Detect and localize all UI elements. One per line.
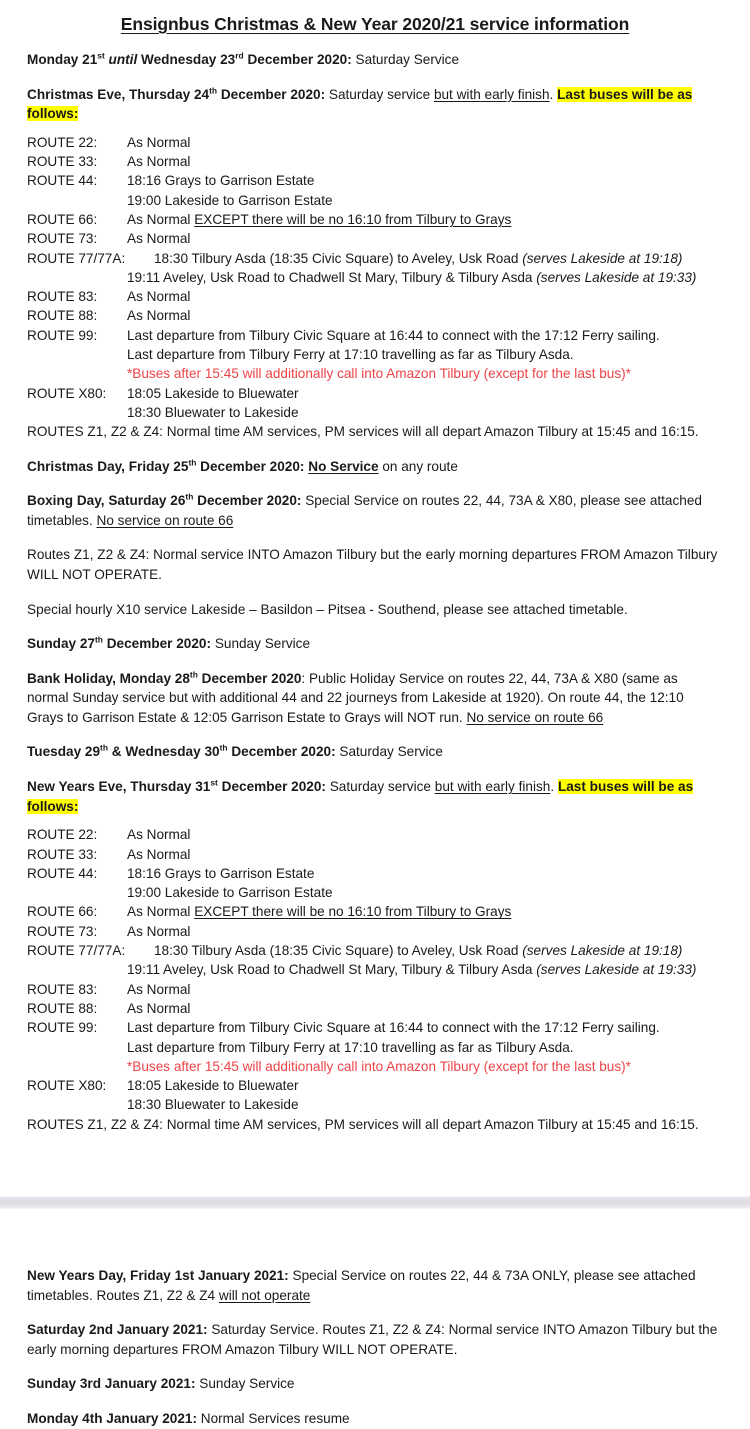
route-detail: 18:16 Grays to Garrison Estate — [127, 865, 315, 881]
entry-boxing-day — [27, 491, 723, 530]
route-detail-text: 19:11 Aveley, Usk Road to Chadwell St Mary, Tilbury & Tilbury Asda — [127, 962, 537, 978]
route-label: ROUTE 44: — [27, 173, 98, 189]
route-row — [27, 268, 723, 287]
route-detail: Last departure from Tilbury Ferry at 17:10 travelling as far as Tilbury Asda. — [127, 347, 574, 363]
route-row — [27, 1018, 723, 1037]
route-row — [27, 364, 723, 383]
route-label: ROUTE 99: — [27, 1020, 98, 1036]
entry-body: Saturday service — [329, 779, 431, 795]
route-row — [27, 249, 723, 268]
route-row — [27, 191, 723, 210]
route-detail: As Normal — [127, 846, 191, 862]
route-label: ROUTE 66: — [27, 211, 98, 227]
route-label: ROUTE 22: — [27, 134, 98, 150]
route-row — [27, 1095, 723, 1114]
entry-body: Sunday Service — [214, 636, 311, 652]
route-label: ROUTE 88: — [27, 1000, 98, 1016]
until-word: until — [108, 52, 138, 67]
entry-christmas-eve: Christmas Eve, Thursday 24th December 2020: Saturday service but with early finish. Last buses will be as follows: — [27, 85, 693, 122]
route-list-new-years-eve — [27, 825, 723, 1134]
route-detail-note: (serves Lakeside at 19:33) — [536, 962, 697, 978]
entry-tuesday-29-wednesday-30 — [27, 742, 723, 762]
entry-lead: Christmas Day, Friday 25th December 2020: — [27, 457, 305, 474]
route-detail: 18:05 Lakeside to Bluewater — [127, 385, 299, 401]
ordinal-suffix: rd — [235, 50, 244, 61]
route-row — [27, 864, 723, 883]
route-row — [27, 384, 723, 403]
route-detail-text: 19:11 Aveley, Usk Road to Chadwell St Mary, Tilbury & Tilbury Asda — [127, 269, 537, 285]
route-row — [27, 980, 723, 999]
route-detail: As Normal — [127, 1000, 191, 1016]
route-detail: As Normal — [127, 827, 191, 843]
route-row — [27, 1057, 723, 1076]
ordinal-suffix: th — [95, 634, 103, 645]
entry-body: Saturday Service — [355, 52, 460, 67]
will-not-operate-note: will not operate — [218, 1287, 311, 1303]
entry-body-underlined: but with early finish — [433, 86, 550, 102]
entry-lead: Sunday 3rd January 2021: — [27, 1376, 196, 1392]
route-detail — [127, 902, 723, 921]
route-row — [27, 152, 723, 171]
route-row — [27, 902, 723, 921]
route-detail: As Normal — [127, 154, 191, 170]
route-label: ROUTE 88: — [27, 308, 98, 324]
entry-lead: Sunday 27th December 2020: — [27, 634, 212, 652]
entry-body-underlined: but with early finish — [434, 779, 551, 795]
route-detail: Last departure from Tilbury Civic Square at 16:44 to connect with the 17:12 Ferry sailing. — [127, 1020, 660, 1036]
entry-bank-holiday-28-december: Bank Holiday, Monday 28th December 2020: Public Holiday Service on routes 22, 44, 73A & X80 (same as normal Sunday service but with additional 44 and 22 journeys from Lakeside at 1920). On route 44, the 12:10 Grays to Garrison Estate & 12:05 Garrison Estate to Grays will NOT run. No service on route 66 — [27, 669, 684, 725]
entry-lead: Monday 21st until Wednesday 23rd December 2020: — [27, 50, 352, 67]
route-detail: 18:05 Lakeside to Bluewater — [127, 1078, 299, 1094]
entry-saturday-2-january — [27, 1320, 723, 1359]
ordinal-suffix: th — [219, 742, 228, 753]
route-row — [27, 171, 723, 190]
route-row — [27, 229, 723, 248]
route-label: ROUTE 77/77A: — [27, 250, 126, 266]
route-row — [27, 1038, 723, 1057]
entry-lead: New Years Eve, Thursday 31st December 2020: — [27, 777, 326, 795]
route-detail: *Buses after 15:45 will additionally call into Amazon Tilbury (except for the last bus)* — [127, 366, 631, 382]
entry-body: Saturday Service. Routes Z1, Z2 & Z4: Normal service INTO Amazon Tilbury but the early morning departures FROM Amazon Tilbury WILL NOT OPERATE. — [27, 1322, 718, 1357]
route-detail: As Normal — [127, 981, 191, 997]
route-detail-text: 18:30 Tilbury Asda (18:35 Civic Square) to Aveley, Usk Road — [154, 250, 523, 266]
no-service-badge: No Service — [308, 458, 379, 474]
route-detail: 19:00 Lakeside to Garrison Estate — [127, 192, 333, 208]
service-information-document — [0, 14, 750, 1429]
route-row — [27, 883, 723, 902]
route-detail: Last departure from Tilbury Civic Square at 16:44 to connect with the 17:12 Ferry sailing. — [127, 327, 660, 343]
route-label: ROUTE 33: — [27, 154, 98, 170]
route-z-footer: ROUTES Z1, Z2 & Z4: Normal time AM services, PM services will all depart Amazon Tilbury at 15:45 and 16:15. — [27, 1116, 699, 1132]
entry-monday-4-january — [27, 1409, 723, 1429]
ordinal-suffix: st — [97, 50, 105, 61]
route-detail: As Normal — [127, 231, 191, 247]
route-row — [27, 210, 723, 229]
route-detail-underlined: EXCEPT there will be no 16:10 from Tilbury to Grays — [194, 904, 512, 920]
route-detail: Last departure from Tilbury Ferry at 17:10 travelling as far as Tilbury Asda. — [127, 1039, 574, 1055]
route-detail: As Normal — [127, 308, 191, 324]
no-service-note: No service on route 66 — [96, 512, 234, 528]
route-detail-underlined: EXCEPT there will be no 16:10 from Tilbury to Grays — [194, 211, 512, 227]
ordinal-suffix: st — [210, 777, 218, 788]
route-label: ROUTE 99: — [27, 327, 98, 343]
route-detail — [127, 268, 723, 287]
route-row — [27, 287, 723, 306]
route-row — [27, 133, 723, 152]
entry-sunday-27-december — [27, 634, 723, 654]
document-page-1 — [0, 14, 750, 1134]
route-detail-note: (serves Lakeside at 19:33) — [536, 269, 697, 285]
entry-monday-21-december — [27, 50, 723, 70]
route-row — [27, 306, 723, 325]
entry-body: Saturday service — [328, 86, 431, 102]
route-detail — [127, 960, 723, 979]
route-label: ROUTE 22: — [27, 827, 98, 843]
entry-lead: Tuesday 29th & Wednesday 30th December 2020: — [27, 742, 336, 760]
entry-body: Normal Services resume — [200, 1410, 350, 1426]
route-row — [27, 403, 723, 422]
route-detail: *Buses after 15:45 will additionally call into Amazon Tilbury (except for the last bus)* — [127, 1058, 631, 1074]
route-label: ROUTE 83: — [27, 289, 98, 305]
entry-lead: Boxing Day, Saturday 26th December 2020: — [27, 491, 302, 509]
route-row — [27, 825, 723, 844]
route-detail-text: 18:30 Tilbury Asda (18:35 Civic Square) to Aveley, Usk Road — [154, 943, 523, 959]
route-detail-text: As Normal — [127, 211, 195, 227]
ordinal-suffix: th — [185, 491, 194, 502]
route-z-footer: ROUTES Z1, Z2 & Z4: Normal time AM services, PM services will all depart Amazon Tilbury at 15:45 and 16:15. — [27, 424, 699, 440]
route-row — [27, 999, 723, 1018]
highlighted-note: Last buses will be as follows: — [27, 779, 694, 814]
entry-lead: Saturday 2nd January 2021: — [27, 1322, 208, 1338]
no-service-note: No service on route 66 — [466, 709, 604, 725]
entry-body: Special Service on routes 22, 44, 73A & X80, please see attached timetables. — [27, 493, 702, 528]
ordinal-suffix: th — [209, 85, 218, 96]
route-detail — [154, 941, 723, 960]
entry-lead: New Years Day, Friday 1st January 2021: — [27, 1268, 289, 1283]
ordinal-suffix: th — [189, 669, 198, 680]
entry-body: Special Service on routes 22, 44 & 73A ONLY, please see attached timetables. Routes Z1, Z2 & Z4 — [27, 1268, 696, 1303]
highlighted-note: Last buses will be as follows: — [27, 86, 693, 122]
document-page-2 — [0, 1266, 750, 1429]
route-label: ROUTE 83: — [27, 981, 98, 997]
route-list-christmas-eve — [27, 133, 723, 442]
route-detail-note: (serves Lakeside at 19:18) — [522, 250, 683, 266]
entry-body: Sunday Service — [199, 1376, 295, 1392]
route-label: ROUTE 73: — [27, 231, 98, 247]
route-label: ROUTE X80: — [27, 385, 107, 401]
page-title: Ensignbus Christmas & New Year 2020/21 service information — [120, 14, 630, 34]
entry-lead: Bank Holiday, Monday 28th December 2020 — [27, 669, 302, 686]
ordinal-suffix: th — [100, 742, 108, 753]
entry-boxing-day-z-routes: Routes Z1, Z2 & Z4: Normal service INTO Amazon Tilbury but the early morning departures FROM Amazon Tilbury WILL NOT OPERATE. — [27, 547, 718, 582]
route-label: ROUTE 77/77A: — [27, 943, 126, 959]
route-detail: 18:30 Bluewater to Lakeside — [127, 404, 299, 420]
route-detail — [127, 210, 723, 229]
route-row — [27, 845, 723, 864]
route-label: ROUTE 33: — [27, 846, 98, 862]
route-row — [27, 1076, 723, 1095]
route-row — [27, 326, 723, 345]
entry-new-years-day — [27, 1266, 723, 1305]
route-label: ROUTE X80: — [27, 1078, 107, 1094]
route-label: ROUTE 73: — [27, 923, 98, 939]
entry-lead: Monday 4th January 2021: — [27, 1410, 197, 1426]
route-detail: 18:30 Bluewater to Lakeside — [127, 1097, 299, 1113]
route-label: ROUTE 44: — [27, 865, 98, 881]
route-detail — [154, 249, 723, 268]
route-detail: 19:00 Lakeside to Garrison Estate — [127, 885, 333, 901]
route-detail-note: (serves Lakeside at 19:18) — [522, 943, 683, 959]
entry-christmas-day — [27, 457, 723, 477]
route-row — [27, 941, 723, 960]
entry-lead: Christmas Eve, Thursday 24th December 2020: — [27, 85, 326, 102]
entry-new-years-eve: New Years Eve, Thursday 31st December 2020: Saturday service but with early finish. Last buses will be as follows: — [27, 777, 694, 814]
ordinal-suffix: th — [188, 457, 197, 467]
route-detail: As Normal — [127, 923, 191, 939]
page-break-divider — [0, 1190, 750, 1214]
route-row — [27, 922, 723, 941]
entry-body: on any route — [382, 458, 458, 474]
route-detail: As Normal — [127, 134, 191, 150]
route-row — [27, 345, 723, 364]
route-label: ROUTE 66: — [27, 904, 98, 920]
route-row — [27, 960, 723, 979]
route-detail: As Normal — [127, 289, 191, 305]
route-detail-text: As Normal — [127, 904, 195, 920]
entry-body: Saturday Service — [339, 744, 443, 760]
entry-sunday-3-january — [27, 1374, 723, 1394]
entry-body: Public Holiday Service on routes 22, 44, 73A & X80 (same as normal Sunday service but with additional 44 and 22 journeys from Lakeside at 1920). On route 44, the 12:10 Grays to Garrison Estate & 12:05 Garrison Estate to Grays will NOT run. — [27, 670, 684, 725]
entry-boxing-day-x10: Special hourly X10 service Lakeside – Basildon – Pitsea - Southend, please see attached timetable. — [27, 601, 628, 617]
route-detail: 18:16 Grays to Garrison Estate — [127, 173, 315, 189]
